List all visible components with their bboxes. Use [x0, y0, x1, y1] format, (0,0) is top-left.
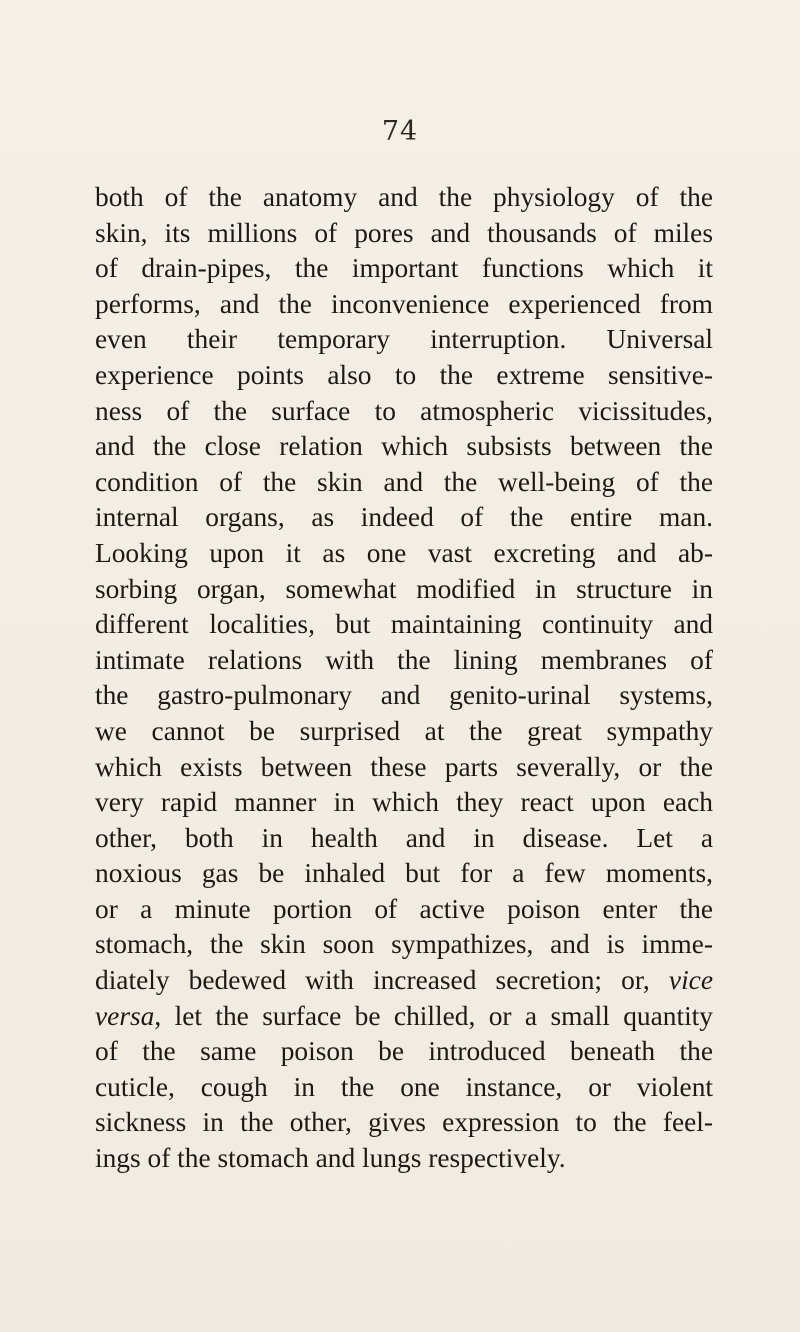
text-line: noxious gas be inhaled but for a few moments,: [95, 858, 713, 889]
text-line: ings of the stomach and lungs respectively.: [95, 1143, 566, 1174]
text-line: of the same poison be introduced beneath the: [95, 1036, 713, 1067]
text-line: ness of the surface to atmospheric vicissitudes,: [95, 395, 713, 426]
text-line: experience points also to the extreme sensitive-: [95, 359, 713, 390]
text-line: the gastro-pulmonary and genito-urinal systems,: [95, 680, 713, 711]
text-line: internal organs, as indeed of the entire man.: [95, 502, 713, 533]
text-line: skin, its millions of pores and thousands of miles: [95, 217, 713, 248]
text-line: different localities, but maintaining continuity and: [95, 609, 713, 640]
text-segment: , let the surface be chilled, or a small quantity: [154, 1000, 713, 1031]
text-line: very rapid manner in which they react upon each: [95, 787, 713, 818]
text-line: and the close relation which subsists between the: [95, 431, 713, 462]
text-line: both of the anatomy and the physiology of the: [95, 182, 713, 212]
text-segment: diately bedewed with increased secretion; or,: [95, 965, 650, 996]
text-line: we cannot be surprised at the great sympathy: [95, 715, 713, 746]
text-line: or a minute portion of active poison enter the: [95, 893, 713, 924]
text-line-with-italic: [95, 999, 713, 1035]
text-line: performs, and the inconvenience experienced from: [95, 288, 713, 319]
text-line: sorbing organ, somewhat modified in structure in: [95, 573, 713, 604]
text-line: which exists between these parts severally, or the: [95, 751, 713, 782]
text-line: stomach, the skin soon sympathizes, and is imme-: [95, 929, 713, 960]
italic-phrase: versa: [95, 1000, 155, 1031]
text-line: cuticle, cough in the one instance, or violent: [95, 1071, 713, 1102]
text-line: sickness in the other, gives expression to the feel-: [95, 1107, 713, 1138]
text-line: condition of the skin and the well-being of the: [95, 466, 713, 497]
page-number: 74: [381, 116, 419, 147]
text-line: other, both in health and in disease. Let a: [95, 822, 713, 853]
italic-phrase: vice: [668, 965, 713, 996]
text-line: of drain-pipes, the important functions which it: [95, 253, 713, 284]
text-line: Looking upon it as one vast excreting and ab-: [95, 537, 713, 568]
text-line: intimate relations with the lining membranes of: [95, 644, 713, 675]
body-paragraph: [95, 180, 713, 1177]
text-line-with-italic: [95, 963, 713, 999]
text-line: even their temporary interruption. Universal: [95, 324, 713, 355]
